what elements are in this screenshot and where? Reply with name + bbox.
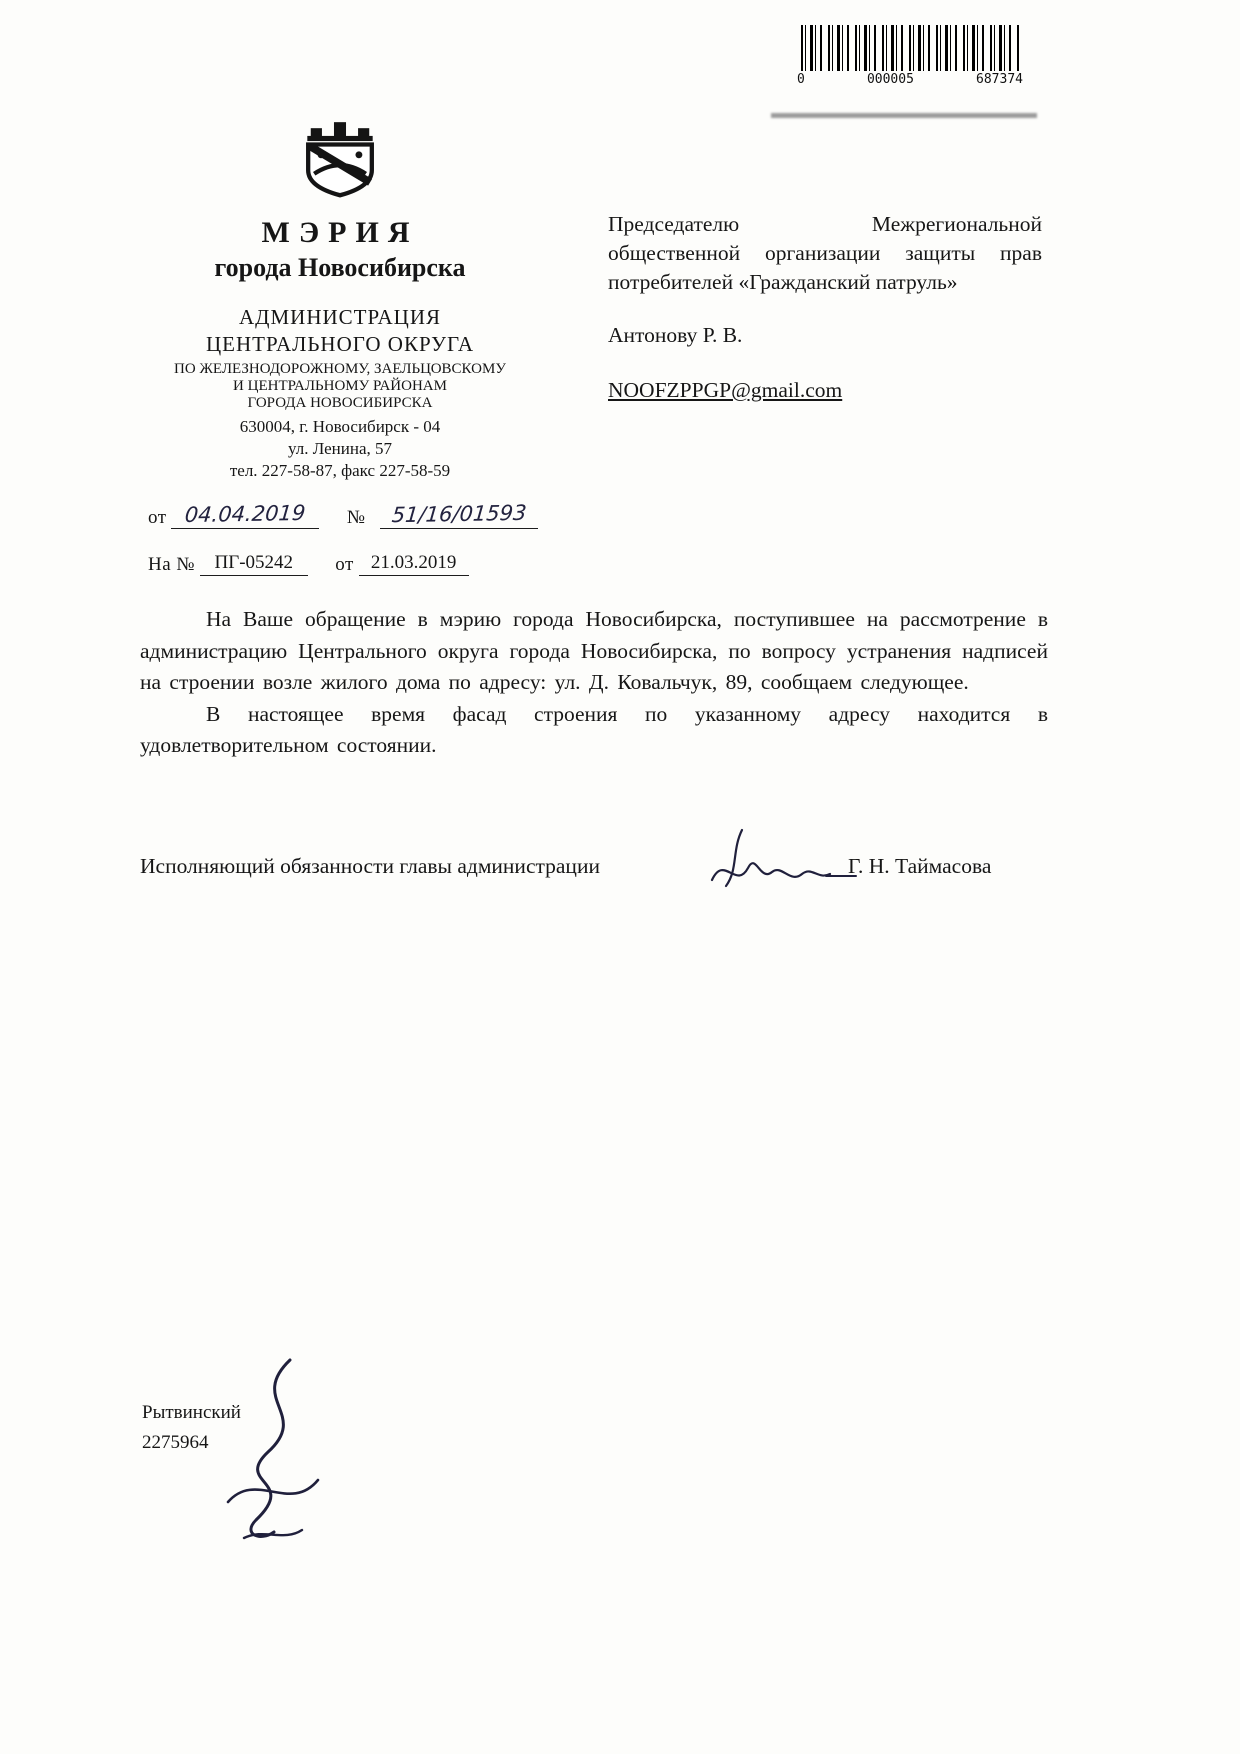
executor-name: Рытвинский [142, 1402, 241, 1423]
outgoing-ref-line [148, 502, 538, 529]
signer-name: Г. Н. Таймасова [848, 854, 992, 878]
body-paragraph-1: На Ваше обращение в мэрию города Новосибирска, поступившее на рассмотрение в администрацию Центрального округа города Новосибирска, по вопросу устранения надписей на строении возле жилого дома по адресу: ул. Д. Ковальчук, 89, сообщаем следующее. [140, 607, 1048, 694]
barcode-digit-group: 0 [797, 72, 805, 87]
dept-line-1: АДМИНИСТРАЦИЯ [239, 305, 441, 329]
handwritten-date: 04.04.2019 [184, 500, 307, 528]
barcode-digits [797, 72, 1023, 87]
recipient-block [608, 210, 1042, 403]
incoming-ref-line [148, 552, 469, 576]
signature-mark-icon [698, 824, 858, 916]
barcode [795, 25, 1035, 87]
recipient-email: NOOFZPPGP@gmail.com [608, 378, 843, 402]
outgoing-number-field [380, 502, 538, 529]
dept-line-2: ЦЕНТРАЛЬНОГО ОКРУГА [205, 332, 475, 356]
handwritten-number: 51/16/01593 [390, 500, 528, 528]
barcode-digit-group: 000005 [866, 72, 914, 87]
on-number-label: На № [148, 554, 196, 575]
recipient-organization: Председателю Межрегиональной общественной организации защиты прав потребителей «Гражданский патруль» [608, 212, 1042, 294]
org-name-city: города Новосибирска [214, 253, 466, 282]
executor-phone: 2275964 [142, 1432, 209, 1453]
city-emblem-icon [297, 120, 383, 200]
incoming-date: 21.03.2019 [370, 552, 457, 573]
org-phone-line: тел. 227-58-87, факс 227-58-59 [229, 461, 451, 480]
org-address-line-1: 630004, г. Новосибирск - 04 [239, 417, 441, 436]
org-name-main: МЭРИЯ [261, 216, 419, 249]
body-paragraph-2: В настоящее время фасад строения по указанному адресу находится в удовлетворительном состоянии. [140, 701, 1048, 757]
number-label: № [346, 507, 366, 528]
on-from-label: от [335, 554, 354, 575]
barcode-bars-icon [801, 25, 1019, 71]
signature-block [140, 838, 1045, 928]
incoming-number: ПГ-05242 [214, 552, 294, 573]
dept-sub-1: ПО ЖЕЛЕЗНОДОРОЖНОМУ, ЗАЕЛЬЦОВСКОМУ [174, 361, 506, 377]
org-address-line-2: ул. Ленина, 57 [287, 439, 393, 458]
from-label: от [148, 507, 167, 528]
outgoing-date-field [171, 502, 319, 529]
dept-sub-3: ГОРОДА НОВОСИБИРСКА [247, 395, 433, 411]
letter-body [140, 604, 1048, 762]
incoming-number-field [200, 552, 308, 576]
recipient-name: Антонову Р. В. [608, 323, 743, 347]
dept-sub-2: И ЦЕНТРАЛЬНОМУ РАЙОНАМ [233, 378, 447, 394]
barcode-digit-group: 687374 [976, 72, 1023, 87]
executor-signature-icon [198, 1352, 348, 1552]
signer-title: Исполняющий обязанности главы администрации [140, 854, 600, 878]
letterhead [118, 120, 562, 482]
scan-artifact [771, 113, 1037, 118]
incoming-date-field [359, 552, 469, 576]
